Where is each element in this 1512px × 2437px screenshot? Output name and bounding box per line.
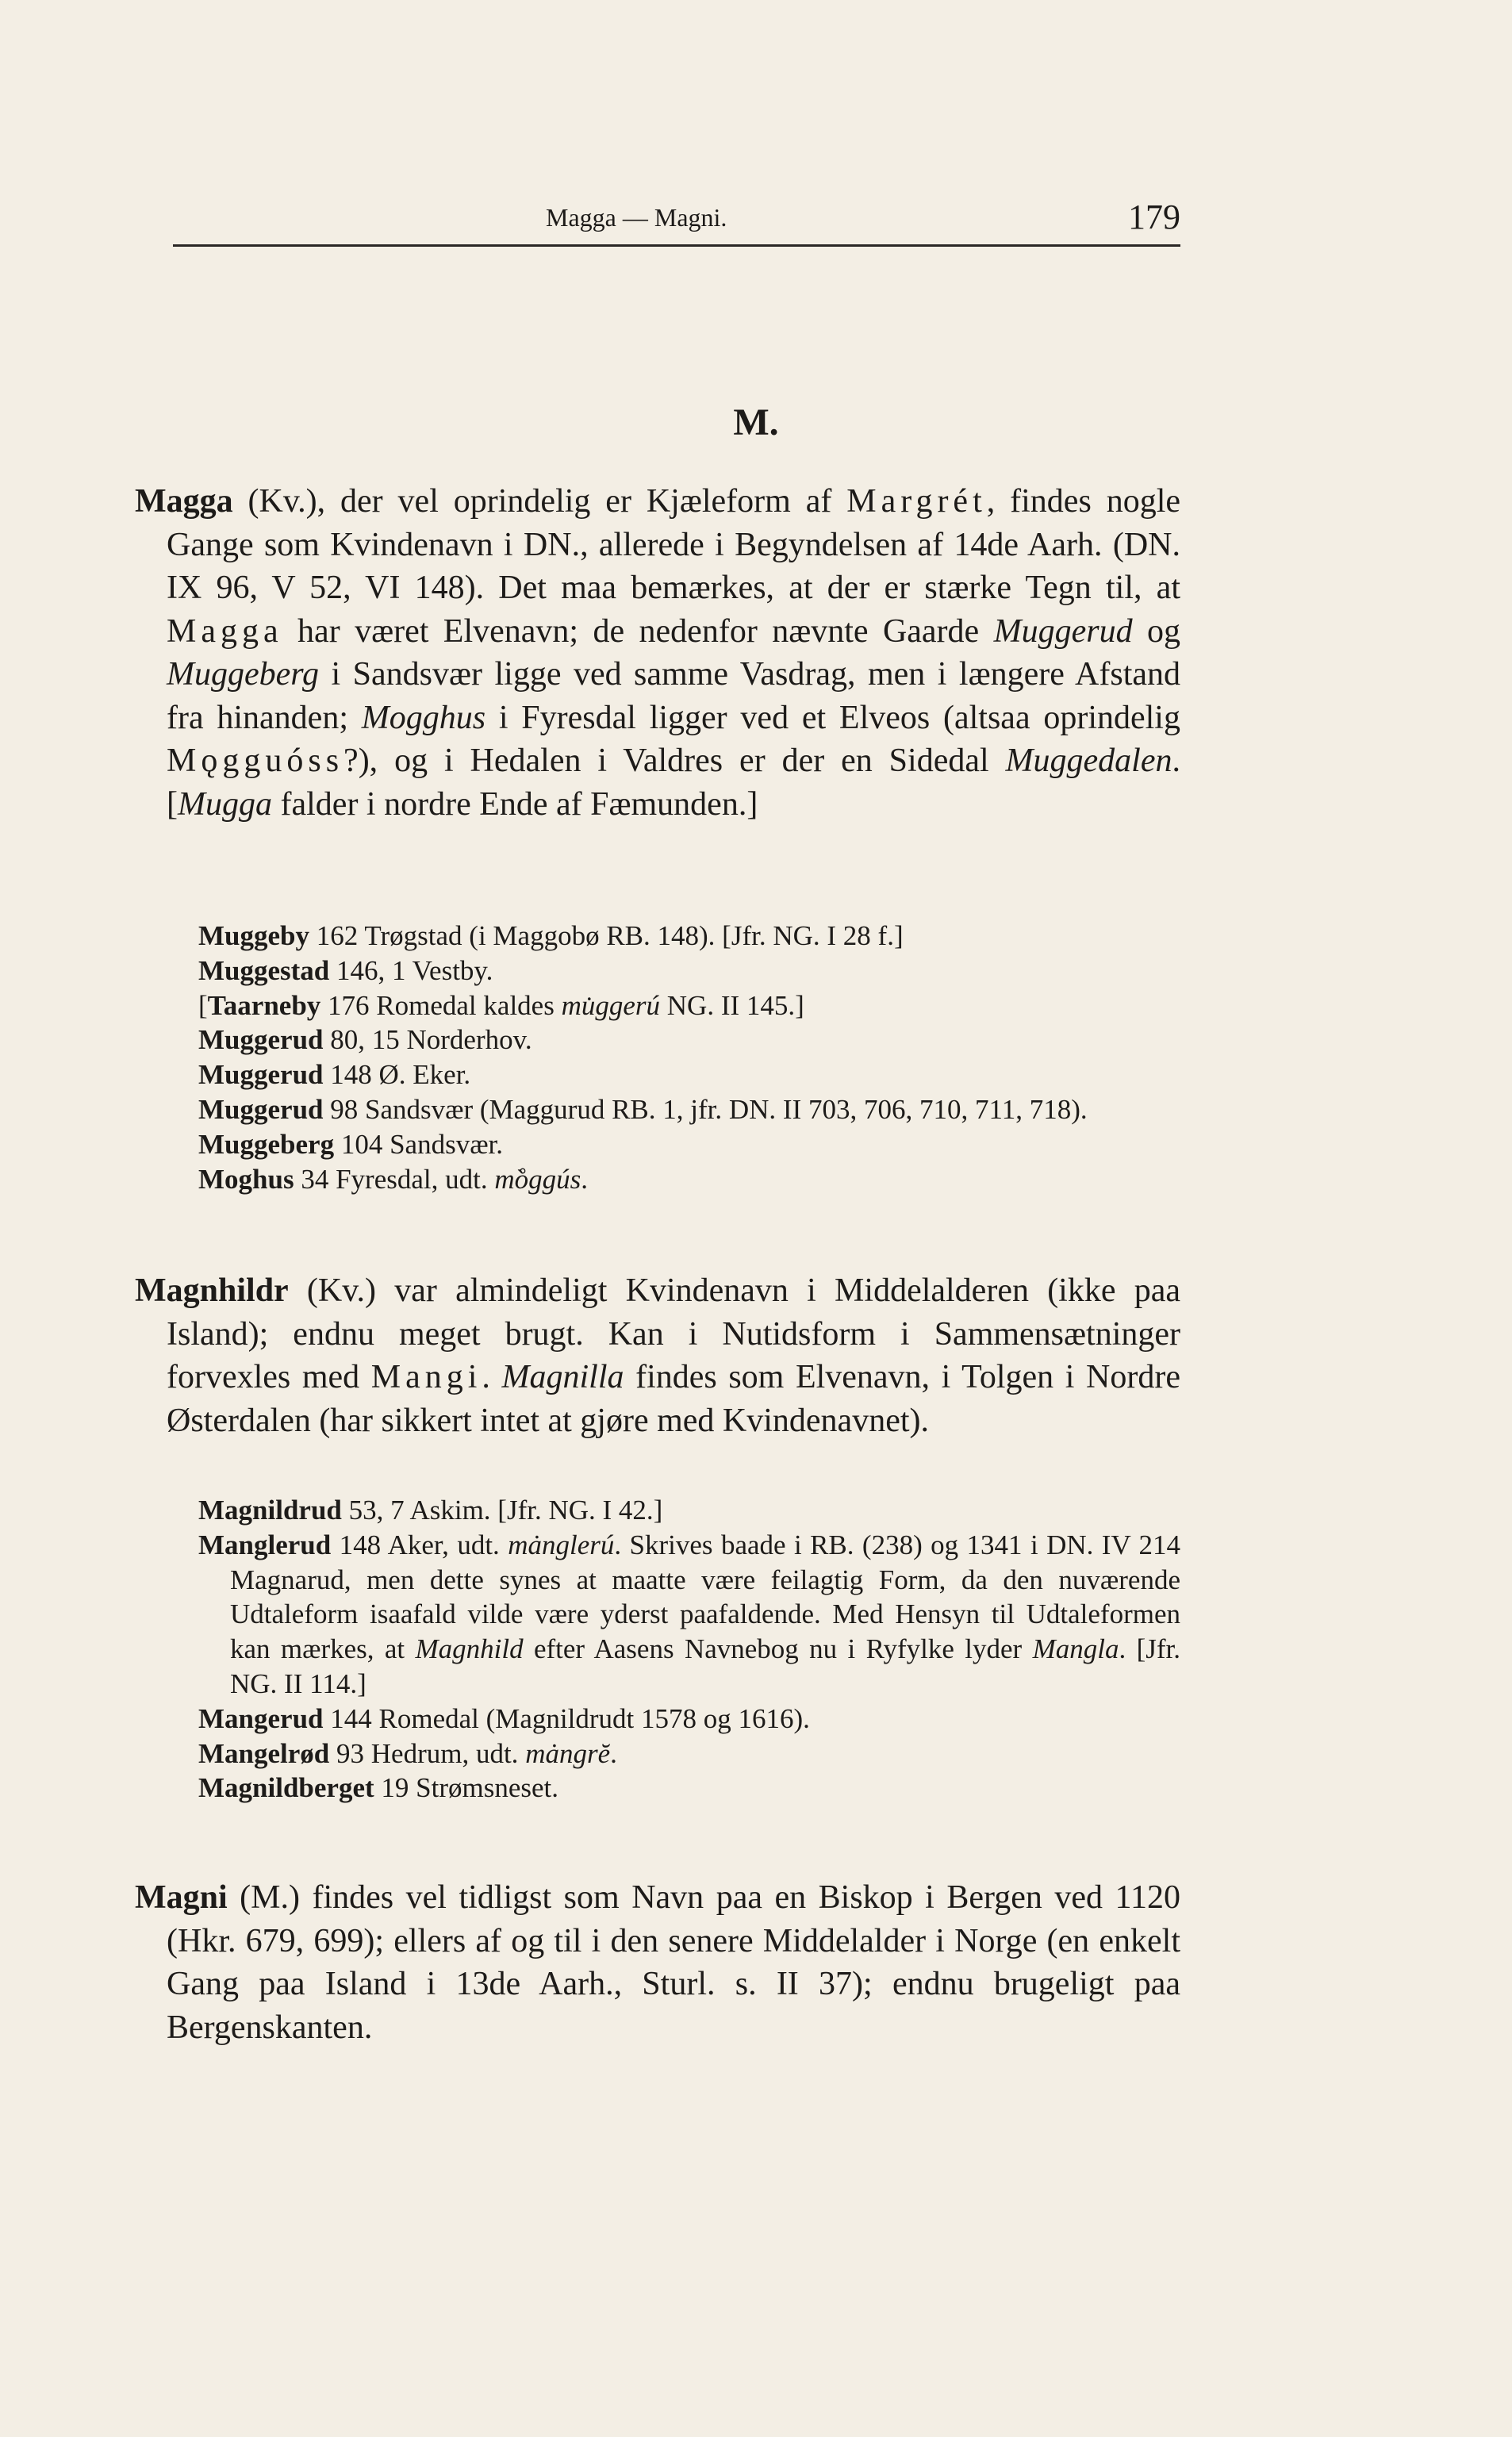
headword: Magnhildr (135, 1272, 289, 1309)
running-header (173, 198, 1180, 246)
headword: Magga (135, 483, 233, 520)
subentry (198, 1771, 1180, 1806)
subentry-name: Magnildrud (198, 1495, 342, 1526)
subentry-text: 80, 15 Norderhov. (323, 1024, 532, 1056)
subentry (198, 1162, 1180, 1197)
subentry-text: 148 Ø. Eker. (323, 1059, 471, 1091)
subentry (198, 1127, 1180, 1162)
subentry-name: Mangelrød (198, 1737, 330, 1769)
subentry-text: 53, 7 Askim. [Jfr. NG. I 42.] (341, 1495, 663, 1526)
subentry-name: Muggerud (198, 1059, 324, 1091)
spaced-name: Margrét (846, 483, 987, 520)
entry-text: (M.) findes vel tidligst som Navn paa en Biskop i Bergen ved 1120 (Hkr. 679, 699); ellers af og til i den senere Middelalder i Norge (en enkelt Gang paa Island i 13de Aarh., Sturl. s. II 37); endnu brugeligt paa Bergenskanten. (167, 1879, 1180, 2046)
subentry-text: 98 Sandsvær (Maggurud RB. 1, jfr. DN. II 703, 706, 710, 711, 718). (323, 1093, 1088, 1125)
entry-paragraph (135, 1876, 1180, 2049)
entry-magni (135, 1876, 1180, 2049)
entry-text: ?), og i Hedalen i Valdres er der en Sidedal (343, 743, 1006, 779)
italic-name: Muggedalen (1005, 743, 1172, 779)
subentry (198, 1528, 1180, 1702)
subentry-text: 148 Aker, udt. (331, 1529, 508, 1560)
italic-name: Muggerud (993, 612, 1133, 650)
subentry-name: Muggerud (198, 1093, 324, 1125)
subentry-text: . (610, 1737, 617, 1769)
entry-text: . (482, 1359, 502, 1395)
subentry-text: efter Aasens Navnebog nu i Ryfylke lyder (523, 1633, 1033, 1665)
subentry-name: Muggerud (198, 1024, 324, 1056)
pronunciation: mu̇ggerú (561, 989, 661, 1021)
entry-paragraph (135, 480, 1180, 826)
section-letter: M. (733, 401, 779, 443)
spaced-name: Mǫgguóss (167, 743, 344, 779)
subentry (198, 919, 1180, 954)
subentry-text: 146, 1 Vestby. (329, 954, 493, 986)
entry-text: og (1132, 612, 1181, 650)
subentry-name: Mangerud (198, 1702, 324, 1734)
pronunciation: mȧngrĕ (525, 1737, 611, 1769)
entry-text: , findes nogle Gange som Kvindenavn i DN., allerede i Begyndelsen af 14de Aarh. (DN. IX 96, V 52, VI 148). Det maa bemærkes, at der er stærke Tegn til, at (167, 483, 1181, 606)
entry-text: (Kv.), der vel oprindelig er Kjæleform af (232, 483, 847, 520)
subentry-name: Taarneby (207, 989, 321, 1021)
subentry (198, 1057, 1180, 1092)
subentry (198, 1092, 1180, 1127)
entry-paragraph (135, 1269, 1180, 1442)
entry-text: findes som Elvenavn, i Tolgen i Nordre Østerdalen (har sikkert intet at gjøre med Kvindenavnet). (167, 1359, 1180, 1439)
entry-text: i Sandsvær ligge ved samme Vasdrag, men i længere Afstand fra hinanden; (167, 656, 1180, 736)
subentry-text: 104 Sandsvær. (334, 1128, 504, 1160)
italic-name: Mangla (1032, 1633, 1119, 1665)
entry-text: i Fyresdal ligger ved et Elveos (altsaa oprindelig (485, 699, 1180, 736)
subentry-text: 93 Hedrum, udt. (329, 1737, 526, 1769)
subentry-text: 34 Fyresdal, udt. (294, 1163, 495, 1195)
spaced-name: Magga (167, 612, 283, 650)
subentry-name: Magnildberget (198, 1772, 374, 1804)
entry-text: har været Elvenavn; de nedenfor nævnte Gaarde (282, 612, 994, 650)
italic-name: Magnhild (415, 1633, 524, 1665)
subentry (198, 1023, 1180, 1057)
italic-name: Mogghus (361, 699, 486, 736)
subentries-magga (198, 919, 1180, 1196)
pronunciation: mo̊̀ggús (494, 1163, 581, 1195)
subentry-text: . (581, 1163, 589, 1195)
page-number: 179 (1128, 198, 1180, 236)
subentry-text: 144 Romedal (Magnildrudt 1578 og 1616). (323, 1702, 810, 1734)
entry-magnhildr (135, 1269, 1180, 1442)
italic-name: Magnilla (501, 1359, 624, 1395)
headword: Magni (135, 1879, 228, 1916)
subentry-name: Muggestad (198, 954, 330, 986)
subentry-name: Moghus (198, 1163, 294, 1195)
subentry-name: Muggeberg (198, 1128, 335, 1160)
subentry (198, 1737, 1180, 1771)
subentry-text: NG. II 145.] (660, 989, 804, 1021)
italic-name: Muggeberg (167, 656, 320, 693)
entry-text: (Kv.) var almindeligt Kvindenavn i Middelalderen (ikke paa Island); endnu meget brugt. Kan i Nutidsform i Sammensætninger forvexles med (167, 1272, 1180, 1395)
subentry-text: . Skrives baade i RB. (238) og 1341 i DN. IV 214 Magnarud, men dette synes at maatte være feilagtig Form, da den nuværende Udtaleform isaafald vilde være yderst paafaldende. Med Hensyn til Udtaleformen kan mærkes, at (230, 1529, 1180, 1665)
header-title: Magga — Magni. (546, 203, 727, 232)
entry-text: . [ (167, 743, 1180, 823)
subentry-text: 19 Strømsneset. (374, 1772, 558, 1804)
subentry-text: 162 Trøgstad (i Maggobø RB. 148). [Jfr. NG. I 28 f.] (309, 920, 904, 951)
subentry-name: Muggeby (198, 920, 309, 951)
pronunciation: mȧnglerú (508, 1529, 615, 1560)
subentry (198, 954, 1180, 988)
subentry (198, 1702, 1180, 1737)
bracket: [ (198, 989, 208, 1021)
entry-magga (135, 480, 1180, 826)
subentry (198, 988, 1180, 1023)
subentries-magnhildr (198, 1493, 1180, 1806)
entry-text: falder i nordre Ende af Fæmunden.] (272, 785, 758, 823)
spaced-name: Mangi (370, 1359, 482, 1395)
header-rule (173, 244, 1180, 247)
italic-name: Mugga (178, 785, 272, 823)
subentry-text: . [Jfr. NG. II 114.] (230, 1633, 1180, 1699)
subentry (198, 1493, 1180, 1528)
subentry-name: Manglerud (198, 1529, 332, 1560)
subentry-text: 176 Romedal kaldes (320, 989, 562, 1021)
